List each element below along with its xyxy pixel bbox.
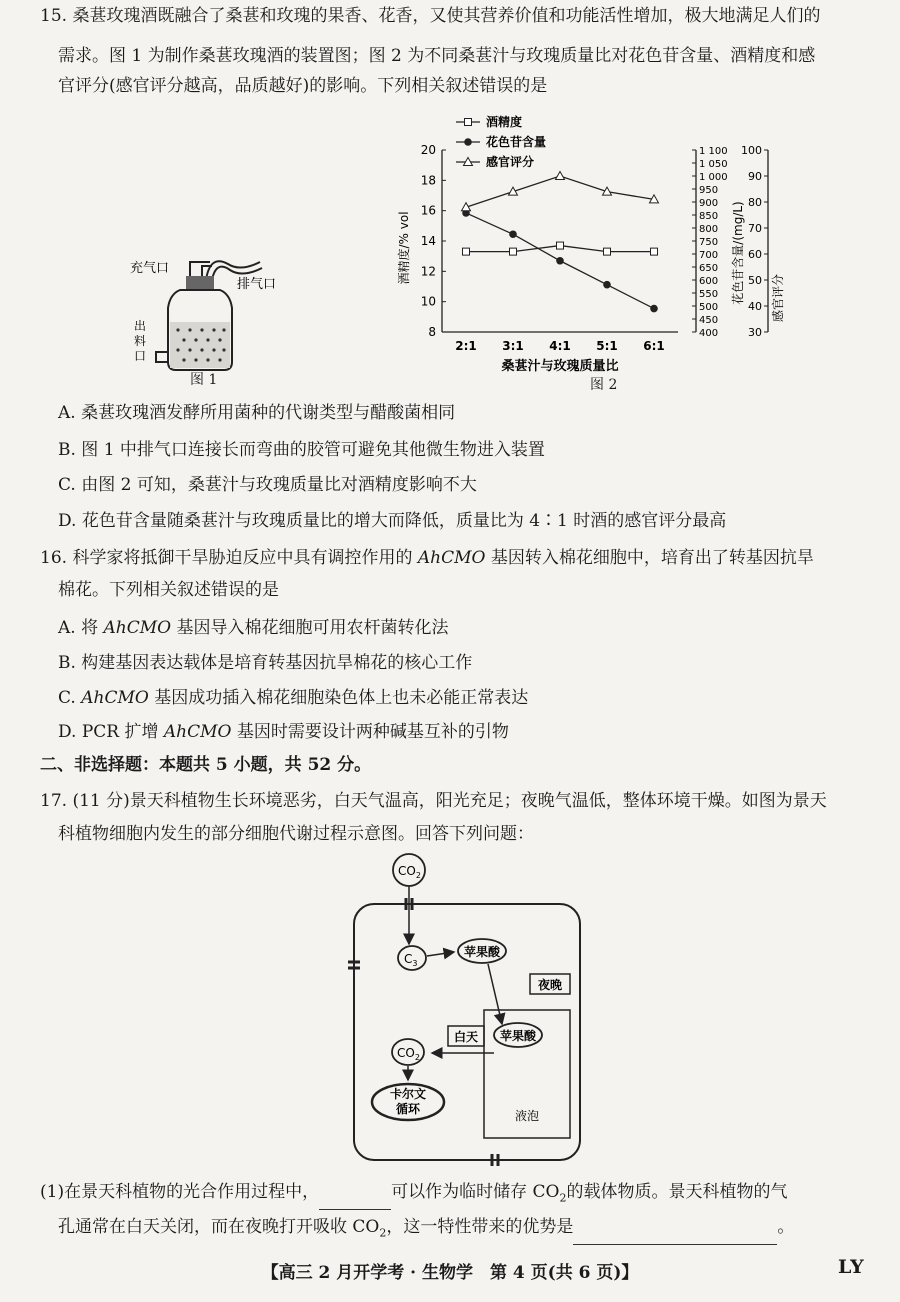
answer-blank-2 xyxy=(573,1226,777,1245)
mid-axis-tick-label: 1 050 xyxy=(699,159,728,170)
mid-axis-tick-label: 450 xyxy=(699,315,719,326)
legend-label: 酒精度 xyxy=(486,115,523,129)
q17-sub1-line2: 孔通常在白天关闭，而在夜晚打开吸收 $CO_2$，这一特性带来的优势是 。 xyxy=(58,1215,794,1245)
svg-text:夜晚: 夜晚 xyxy=(537,978,563,992)
right-axis-tick-label: 50 xyxy=(748,274,762,287)
data-point xyxy=(603,281,611,289)
left-axis-tick-label: 16 xyxy=(420,203,436,218)
left-axis-tick-label: 12 xyxy=(420,264,436,279)
left-axis-tick-label: 8 xyxy=(428,325,436,339)
page-footer: 【高三 2 月开学考 · 生物学 第 4 页(共 6 页)】 xyxy=(261,1263,639,1283)
q16-stem-line2: 棉花。下列相关叙述错误的是 xyxy=(58,580,279,600)
svg-text:CO2: $CO_2$ xyxy=(397,1046,420,1062)
mid-axis-tick-label: 700 xyxy=(699,250,719,261)
mid-axis-tick-label: 1 100 xyxy=(699,146,728,157)
right-axis-tick-label: 30 xyxy=(748,326,762,339)
mid-axis-tick-label: 750 xyxy=(699,237,719,248)
left-axis-tick-label: 18 xyxy=(420,173,436,188)
x-tick-label: 2:1 xyxy=(455,339,477,353)
left-axis-tick-label: 14 xyxy=(420,234,436,248)
q16-option-b: B. 构建基因表达载体是培育转基因抗旱棉花的核心工作 xyxy=(58,653,473,673)
svg-text:循环: 循环 xyxy=(395,1102,421,1116)
q16-stem-line1: 16. 科学家将抵御干旱胁迫反应中具有调控作用的 AhCMO 基因转入棉花细胞中，培育出了转基因抗旱 xyxy=(40,548,814,568)
outlet-label: 排气口 xyxy=(237,277,277,292)
x-axis-label: 桑葚汁与玫瑰质量比 xyxy=(501,359,619,374)
q15-option-b: B. 图 1 中排气口连接长而弯曲的胶管可避免其他微生物进入装置 xyxy=(58,440,545,460)
legend-label: 感官评分 xyxy=(486,155,535,169)
mid-axis-tick-label: 600 xyxy=(699,276,719,287)
q16-option-c: C. AhCMO 基因成功插入棉花细胞染色体上也未必能正常表达 xyxy=(58,688,529,708)
drain-spout xyxy=(156,352,168,362)
mid-axis-tick-label: 900 xyxy=(699,198,719,209)
data-point xyxy=(557,242,564,249)
right-axis-label: 感官评分 xyxy=(771,273,785,323)
q15-stem-line2: 需求。图 1 为制作桑葚玫瑰酒的装置图；图 2 为不同桑葚汁与玫瑰质量比对花色苷含量、酒精度和感 xyxy=(58,46,816,66)
q17-sub1-line1: (1)在景天科植物的光合作用过程中， 可以作为临时储存 $CO_2$的载体物质。景天科植物的气 xyxy=(40,1180,787,1210)
data-point xyxy=(463,248,470,255)
x-tick-label: 3:1 xyxy=(502,339,524,353)
drain-label-2: 料 xyxy=(134,334,147,348)
svg-text:卡尔文: 卡尔文 xyxy=(389,1087,427,1101)
svg-text:C3: $C_3$ xyxy=(404,952,418,968)
mid-axis-tick-label: 550 xyxy=(699,289,719,300)
q15-stem-line3: 官评分(感官评分越高，品质越好)的影响。下列相关叙述错误的是 xyxy=(58,76,548,96)
svg-text:CO2: $CO_2$ xyxy=(398,864,421,880)
fig2-caption: 图 2 xyxy=(590,377,618,393)
q15-option-d: D. 花色苷含量随桑葚汁与玫瑰质量比的增大而降低，质量比为 4∶1 时酒的感官评分最高 xyxy=(58,511,727,531)
fig1-caption: 图 1 xyxy=(190,372,218,388)
series-line xyxy=(466,176,654,207)
x-tick-label: 6:1 xyxy=(643,339,665,353)
legend-marker xyxy=(464,138,472,146)
right-axis-tick-label: 70 xyxy=(748,222,762,235)
drain-label-1: 出 xyxy=(134,319,147,333)
data-point xyxy=(604,248,611,255)
chart xyxy=(390,108,790,398)
mid-axis-tick-label: 950 xyxy=(699,185,719,196)
right-axis-tick-label: 100 xyxy=(741,144,762,157)
mid-axis-tick-label: 650 xyxy=(699,263,719,274)
q17-stem-line1: 17. (11 分)景天科植物生长环境恶劣，白天气温高，阳光充足；夜晚气温低，整体环境干燥。如图为景天 xyxy=(40,791,827,811)
svg-text:苹果酸: 苹果酸 xyxy=(463,945,501,959)
data-point xyxy=(510,248,517,255)
right-axis-tick-label: 40 xyxy=(748,300,762,313)
svg-text:白天: 白天 xyxy=(453,1030,479,1044)
section-heading: 二、非选择题：本题共 5 小题，共 52 分。 xyxy=(40,755,372,775)
q15-stem-line1: 15. 桑葚玫瑰酒既融合了桑葚和玫瑰的果香、花香，又使其营养价值和功能活性增加，极大地满足人们的 xyxy=(40,6,821,26)
data-point xyxy=(556,257,564,265)
q16-option-d: D. PCR 扩增 AhCMO 基因时需要设计两种碱基互补的引物 xyxy=(58,722,509,742)
mid-axis-tick-label: 1 000 xyxy=(699,172,728,183)
legend-label: 花色苷含量 xyxy=(486,135,547,149)
data-point xyxy=(651,248,658,255)
data-point xyxy=(509,230,517,238)
cam-diagram xyxy=(340,848,600,1168)
right-axis-tick-label: 80 xyxy=(748,196,762,209)
right-axis-tick-label: 90 xyxy=(748,170,762,183)
bottle-cap xyxy=(186,276,214,290)
left-axis-tick-label: 10 xyxy=(420,294,436,309)
mid-axis-tick-label: 850 xyxy=(699,211,719,222)
data-point xyxy=(556,172,565,180)
page-mark: LY xyxy=(838,1256,864,1278)
q15-option-c: C. 由图 2 可知，桑葚汁与玫瑰质量比对酒精度影响不大 xyxy=(58,475,477,495)
svg-text:液泡: 液泡 xyxy=(514,1109,540,1123)
inlet-label: 充气口 xyxy=(130,261,170,276)
x-tick-label: 4:1 xyxy=(549,339,571,353)
x-tick-label: 5:1 xyxy=(596,339,618,353)
fermenter-figure xyxy=(120,240,320,390)
svg-text:苹果酸: 苹果酸 xyxy=(499,1029,537,1043)
q15-option-a: A. 桑葚玫瑰酒发酵所用菌种的代谢类型与醋酸菌相同 xyxy=(58,403,456,423)
data-point xyxy=(650,305,658,313)
left-axis-tick-label: 20 xyxy=(420,143,436,157)
legend-marker xyxy=(465,119,472,126)
right-axis-tick-label: 60 xyxy=(748,248,762,261)
mid-axis-tick-label: 400 xyxy=(699,328,719,339)
left-axis-label: 酒精度/% vol xyxy=(397,211,411,285)
q16-option-a: A. 将 AhCMO 基因导入棉花细胞可用农杆菌转化法 xyxy=(58,618,449,638)
answer-blank-1 xyxy=(319,1191,391,1210)
drain-label-3: 口 xyxy=(134,349,147,363)
mid-axis-tick-label: 800 xyxy=(699,224,719,235)
mid-axis-label: 花色苷含量/(mg/L) xyxy=(731,201,745,305)
mid-axis-tick-label: 500 xyxy=(699,302,719,313)
q17-stem-line2: 科植物细胞内发生的部分细胞代谢过程示意图。回答下列问题： xyxy=(58,824,534,844)
